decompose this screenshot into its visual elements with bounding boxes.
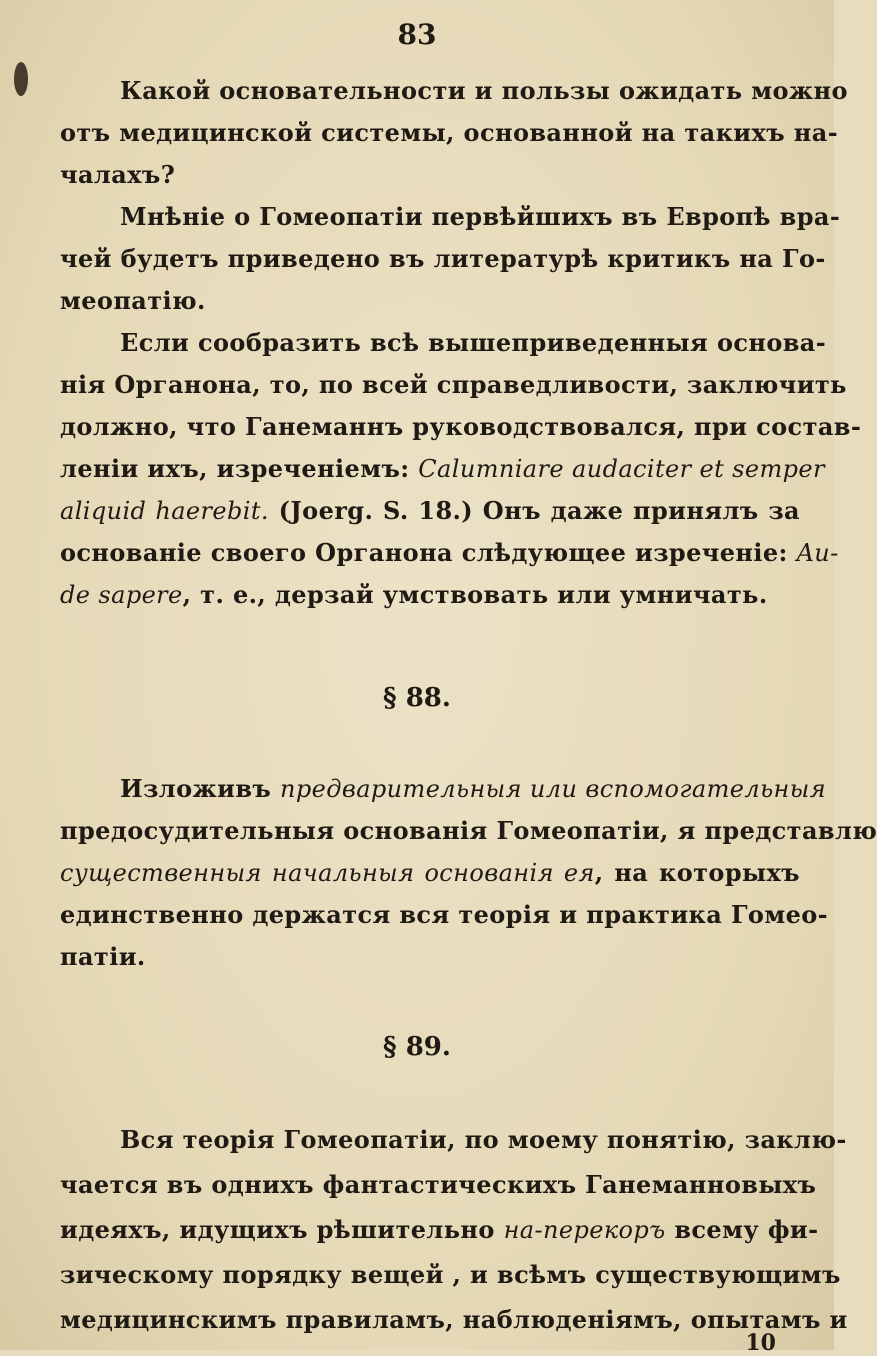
- text-span: леніи ихъ, изреченіемъ:: [60, 454, 419, 483]
- text-block-1: [60, 70, 862, 616]
- text-line: [60, 490, 800, 532]
- paragraph-2: [60, 196, 841, 322]
- text-line: [60, 532, 839, 574]
- section-heading: § 88.: [383, 683, 451, 713]
- text-line: [60, 448, 825, 490]
- text-line: Какой основательности и пользы ожидать можно: [120, 76, 848, 105]
- text-line: Если сообразить всѣ вышеприведенныя основа-: [120, 328, 827, 357]
- text-span: Изложивъ: [120, 774, 280, 803]
- paragraph-1: [60, 70, 848, 196]
- text-line: [60, 574, 800, 616]
- text-span: (Joerg. S. 18.) Онъ даже принялъ за: [268, 496, 801, 525]
- italic-phrase: предварительныя или вспомогательныя: [280, 775, 826, 803]
- text-line: [60, 1207, 819, 1252]
- paragraph-4: [60, 768, 877, 978]
- text-span: всему фи-: [665, 1215, 819, 1244]
- text-span: , на которыхъ: [594, 858, 800, 887]
- signature-mark: 10: [745, 1330, 776, 1356]
- section-heading: § 89.: [383, 1032, 451, 1062]
- text-span: идеяхъ, идущихъ рѣшительно: [60, 1215, 504, 1244]
- latin-quote: Au-: [796, 539, 839, 567]
- text-line: [60, 852, 800, 894]
- paragraph-5: [60, 1117, 848, 1342]
- text-line: единственно держатся вся теорія и практика Гомео-: [60, 900, 829, 929]
- text-span: , т. е., дерзай умствовать или умничать.: [182, 580, 768, 609]
- text-line: патіи.: [60, 942, 146, 971]
- text-line: Мнѣніе о Гомеопатіи первѣйшихъ въ Европѣ вра-: [120, 202, 841, 231]
- latin-quote: de sapere: [60, 581, 183, 609]
- text-line: [60, 768, 826, 810]
- page-number: 83: [397, 18, 437, 51]
- italic-phrase: существенныя начальныя основанія ея: [60, 859, 595, 887]
- ink-blot: [14, 62, 28, 96]
- latin-quote: aliquid haerebit.: [60, 497, 269, 525]
- text-line: должно, что Ганеманнъ руководствовался, при состав-: [60, 412, 862, 441]
- text-line: Вся теорія Гомеопатіи, по моему понятію, заклю-: [120, 1125, 847, 1154]
- text-line: меопатію.: [60, 286, 206, 315]
- text-line: медицинскимъ правиламъ, наблюденіямъ, опытамъ и: [60, 1305, 848, 1334]
- text-line: чается въ однихъ фантастическихъ Ганеманновыхъ: [60, 1170, 817, 1199]
- italic-phrase: на-перекоръ: [503, 1216, 666, 1244]
- text-line: отъ медицинской системы, основанной на такихъ на-: [60, 118, 839, 147]
- paragraph-3: [60, 322, 862, 616]
- latin-quote: Calumniare audaciter et semper: [418, 455, 825, 483]
- text-line: предосудительныя основанія Гомеопатіи, я представлю: [60, 816, 877, 845]
- text-line: зическому порядку вещей , и всѣмъ существующимъ: [60, 1260, 841, 1289]
- text-line: чей будетъ приведено въ литературѣ критикъ на Го-: [60, 244, 826, 273]
- text-line: чалахъ?: [60, 160, 176, 189]
- text-span: основаніе своего Органона слѣдующее изреченіе:: [60, 538, 797, 567]
- text-line: нія Органона, то, по всей справедливости, заключить: [60, 370, 847, 399]
